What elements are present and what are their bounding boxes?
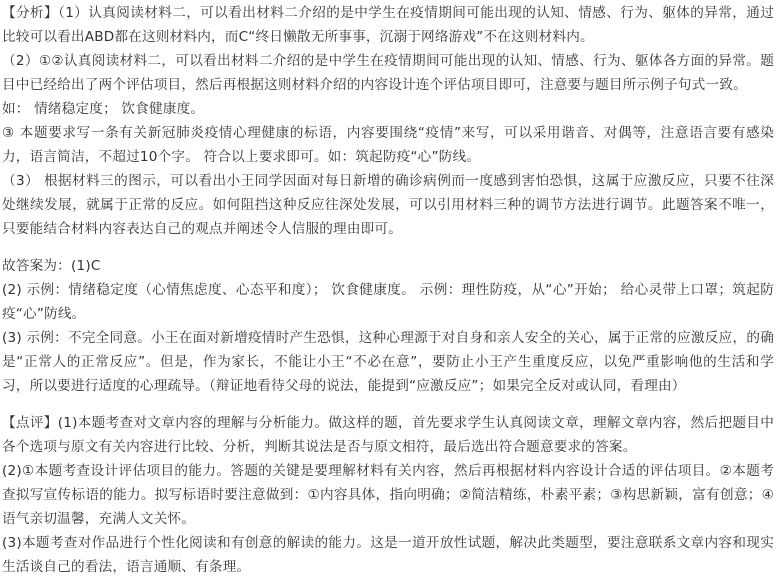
analysis-part-1: 【分析】（1）认真阅读材料二，可以看出材料二介绍的是中学生在疫情期间可能出现的认知、情感、行为、躯体的异常，通过比较可以看出ABD都在这则材料内，而C“终日懒散无所事事，沉溺于网络游戏”不在这则材料内。 [2,5,774,45]
comment-part-1: 【点评】(1)本题考查对文章内容的理解与分析能力。做这样的题，首先要求学生认真阅读文章，理解文章内容，然后把题目中各个选项与原文有关内容进行比较、分析，判断其说法是否与原文相符，最后选出符合题意要求的答案。 [2,415,774,455]
comment-section [2,411,774,579]
answer-part-3: (3) 示例：不完全同意。小王在面对新增疫情时产生恐惧，这种心理源于对自身和亲人安全的关心，属于正常的应激反应，的确是“正常人的正常反应”。但是，作为家长，不能让小王“不必在意”，要防止小王产生重度反应，以免严重影响他的生活和学习，所以要进行适度的心理疏导。（辩证地看待父母的说法，能提到“应激反应”；如果完全反对或认同，看理由） [2,330,774,394]
analysis-part-2-slogan: ③ 本题要求写一条有关新冠肺炎疫情心理健康的标语，内容要围绕“疫情”来写，可以采用谐音、对偶等，注意语言要有感染力，语言简洁，不超过10个字。 符合以上要求即可。如：筑起防疫“心”防线。 [2,125,774,165]
analysis-example-items: 如： 情绪稳定度； 饮食健康度。 [2,101,205,117]
answer-section [2,254,774,398]
comment-part-2: (2)①本题考查设计评估项目的能力。答题的关键是要理解材料有关内容，然后再根据材料内容设计合适的评估项目。②本题考查拟写宣传标语的能力。拟写标语时要注意做到：①内容具体，指向明确；②简洁精练，朴素平素；③构思新颖，富有创意；④语气亲切温馨，充满人文关怀。 [2,463,774,527]
answer-part-1: 故答案为：(1)C [2,258,101,274]
analysis-part-3: （3） 根据材料三的图示，可以看出小王同学因面对每日新增的确诊病例而一度感到害怕恐惧，这属于应激反应，只要不往深处继续发展，就属于正常的反应。如何阻挡这种反应往深处发展，可以引用材料三种的调节方法进行调节。此题答案不唯一，只要能结合材料内容表达自己的观点并阐述令人信服的理由即可。 [2,173,774,237]
section-spacer [2,398,774,411]
answer-part-2: (2) 示例：情绪稳定度（心情焦虑度、心态平和度）； 饮食健康度。 示例：理性防疫，从“心”开始； 给心灵带上口罩；筑起防疫“心”防线。 [2,282,774,322]
analysis-part-2: （2）①②认真阅读材料二，可以看出材料二介绍的是中学生在疫情期间可能出现的认知、情感、行为、躯体各方面的异常。题目中已经给出了两个评估项目，然后再根据这则材料介绍的内容设计连个评估项目即可，注意要与题目所示例子句式一致。 [2,53,774,93]
analysis-section [2,1,774,241]
comment-part-3: (3)本题考查对作品进行个性化阅读和有创意的解读的能力。这是一道开放性试题，解决此类题型，要注意联系文章内容和现实生活谈自己的看法，语言通顺、有条理。 [2,535,774,575]
section-spacer [2,241,774,254]
